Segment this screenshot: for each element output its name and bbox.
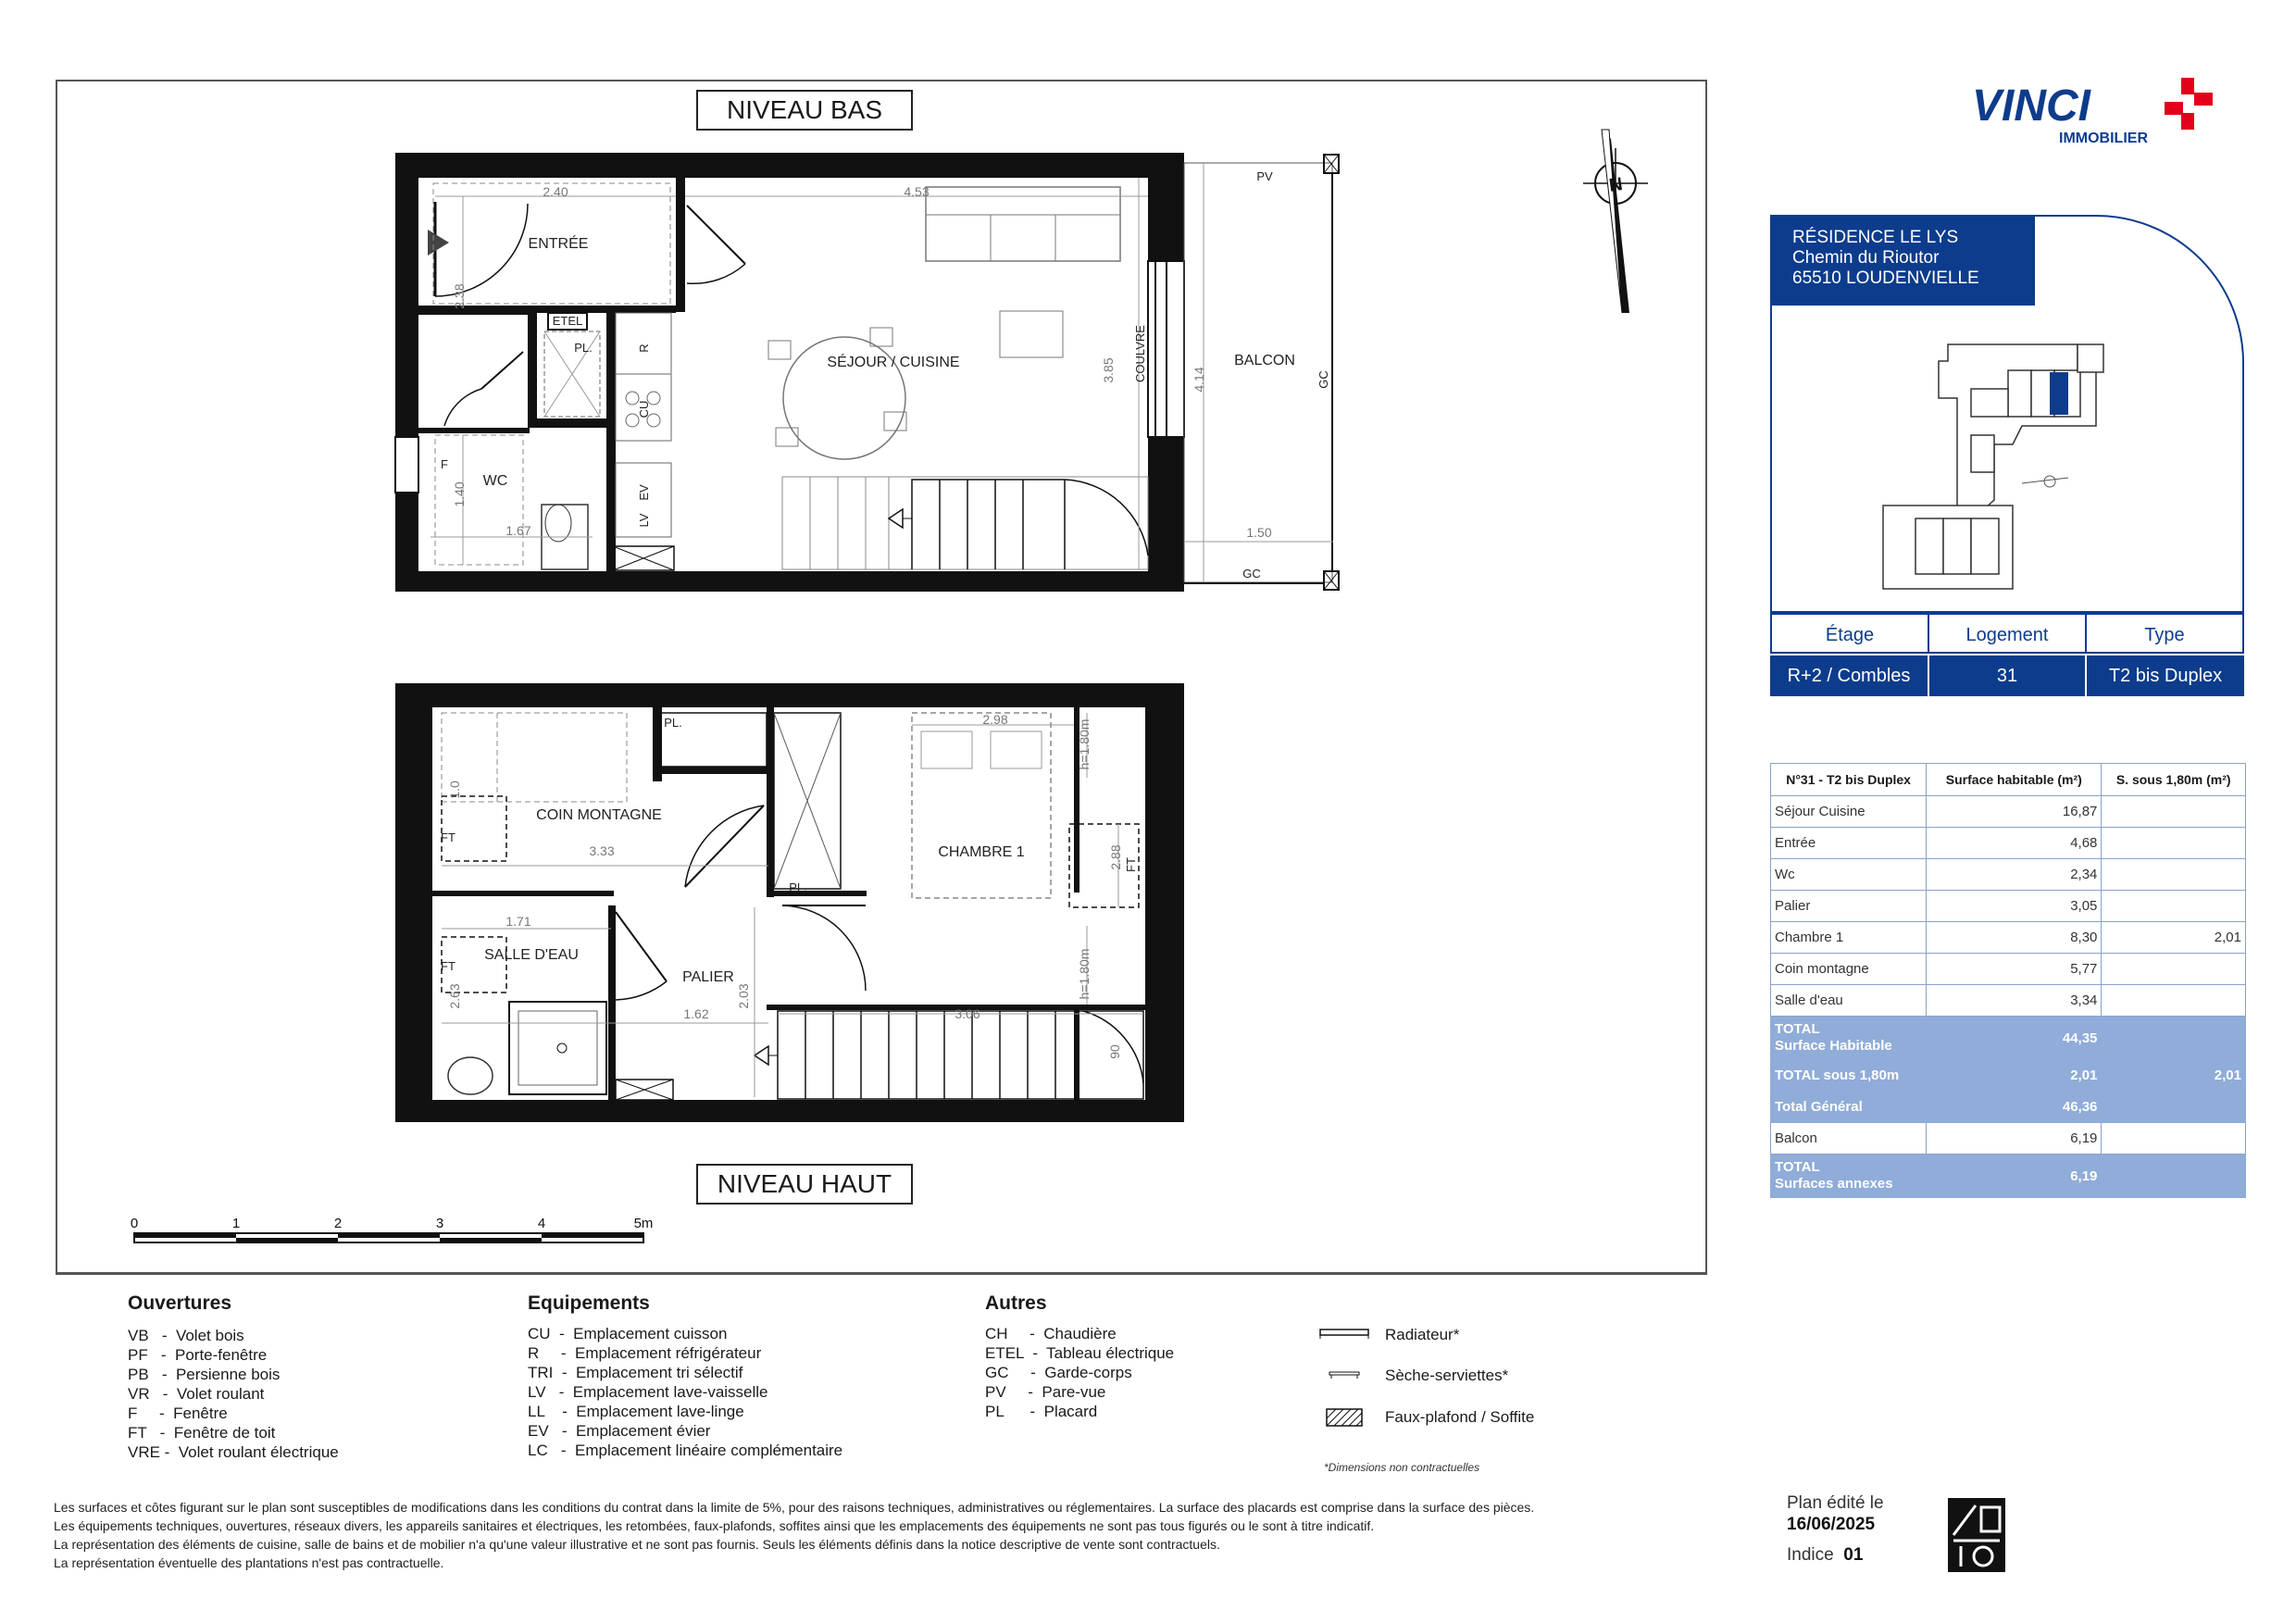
surface-row (1771, 1060, 2246, 1092)
surface-sous-value (2102, 1123, 2246, 1155)
towel-dryer-icon (1329, 1372, 1359, 1379)
disclaimer (54, 1498, 1674, 1572)
room-balcon: BALCON (1234, 353, 1295, 368)
label-pv: PV (1256, 169, 1273, 183)
dim-upper-4: 2.88 (1108, 844, 1123, 870)
surface-habitable-value: 6,19 (1927, 1123, 2102, 1155)
legend-ouverture-item: PB - Persienne bois (128, 1366, 281, 1383)
surface-habitable-value: 3,05 (1927, 891, 2102, 922)
compass-rose (1583, 130, 1648, 313)
surface-room-label: Wc (1771, 859, 1927, 891)
surface-room-label: Entrée (1771, 828, 1927, 859)
indice-label: Indice (1787, 1545, 1834, 1565)
label-pl-upper-1: PL. (664, 716, 682, 730)
label-ev: EV (637, 484, 651, 501)
surface-room-label: Salle d'eau (1771, 985, 1927, 1017)
legend-equipement-item: LL - Emplacement lave-linge (528, 1403, 744, 1420)
legend-radiateur: Radiateur* (1385, 1326, 1460, 1343)
info-values (1770, 655, 2244, 696)
surface-row (1771, 1017, 2246, 1060)
label-pl-upper-2: PL. (789, 880, 807, 894)
compass-label: N (1607, 174, 1624, 196)
dim-upper-12: 1.0 (447, 780, 462, 799)
legend-ouverture-item: VB - Volet bois (128, 1327, 244, 1344)
legend-autre-item: CH - Chaudière (985, 1325, 1117, 1342)
legend-equipement-item: R - Emplacement réfrigérateur (528, 1344, 762, 1362)
legend-autre-item: GC - Garde-corps (985, 1364, 1132, 1381)
brand-name: VINCI (1972, 81, 2091, 131)
architect-logo-icon (1948, 1498, 2005, 1572)
legend-equipement-item: LV - Emplacement lave-vaisselle (528, 1383, 768, 1401)
dim-upper-1: 3.33 (589, 843, 615, 858)
dim-lower-5: 4.14 (1192, 367, 1206, 393)
surface-habitable-value: 46,36 (1927, 1092, 2102, 1123)
room-sejour: SÉJOUR / CUISINE (827, 355, 960, 370)
scale-bar (131, 1216, 654, 1242)
vinci-logo (1972, 74, 2231, 148)
legend-ouverture-item: PF - Porte-fenêtre (128, 1346, 268, 1364)
info-header-type: Type (2085, 613, 2244, 654)
dim-lower-2: 4.53 (904, 184, 930, 199)
level-title-upper: NIVEAU HAUT (696, 1164, 913, 1205)
surface-row (1771, 1155, 2246, 1198)
surface-header-sous: S. sous 1,80m (m²) (2102, 764, 2246, 796)
disclaimer-line: Les surfaces et côtes figurant sur le plan sont susceptibles de modifications dans les conditions du contrat dans la limite de 5%, pour des raisons techniques, administratives ou réglementaires. La surface des placards est comprise dans la surface des pièces. (54, 1500, 1535, 1515)
info-value-type: T2 bis Duplex (2085, 655, 2244, 696)
legend-autre-item: ETEL - Tableau électrique (985, 1344, 1175, 1362)
site-plan-thumbnail (1772, 306, 2244, 611)
surface-habitable-value: 6,19 (1927, 1155, 2102, 1198)
surface-sous-value (2102, 954, 2246, 985)
residence-city: 65510 LOUDENVIELLE (1792, 268, 1979, 288)
dim-upper-10: h=1.80m (1077, 948, 1092, 1000)
edition-label: Plan édité le (1787, 1493, 1884, 1513)
lower-level-plan (395, 153, 1339, 592)
upper-level-plan (395, 683, 1184, 1122)
surface-habitable-value: 8,30 (1927, 922, 2102, 954)
label-gc-bottom: GC (1242, 567, 1261, 581)
disclaimer-line: La représentation éventuelle des plantations n'est pas contractuelle. (54, 1555, 444, 1570)
label-f: F (441, 457, 448, 471)
dim-lower-6: 1.40 (452, 481, 467, 507)
surface-row (1771, 796, 2246, 828)
surface-sous-value (2102, 1092, 2246, 1123)
surface-sous-value (2102, 985, 2246, 1017)
dim-upper-7: 3.06 (955, 1006, 980, 1021)
surface-sous-value: 2,01 (2102, 922, 2246, 954)
radiator-icon (1320, 1330, 1368, 1339)
legend-faux-plafond: Faux-plafond / Soffite (1385, 1408, 1535, 1426)
surface-sous-value (2102, 859, 2246, 891)
surface-room-label: Total Général (1771, 1092, 1927, 1123)
room-salle-eau: SALLE D'EAU (484, 947, 579, 963)
surface-habitable-value: 16,87 (1927, 796, 2102, 828)
surface-habitable-value: 44,35 (1927, 1017, 2102, 1060)
legend-ouvertures-title: Ouvertures (128, 1292, 232, 1314)
dim-upper-9: h=1.80m (1077, 718, 1092, 770)
indice-value: 01 (1843, 1545, 1864, 1565)
surface-sous-value (2102, 796, 2246, 828)
dim-upper-5: 2.03 (736, 983, 751, 1009)
legend-symbols (1318, 1322, 1374, 1433)
label-ft-1: FT (441, 830, 455, 844)
surface-room-label: TOTAL sous 1,80m (1771, 1060, 1927, 1092)
dim-upper-11: 90 (1107, 1044, 1122, 1059)
legend-autres-list (985, 1324, 1174, 1421)
dim-lower-1: 2.40 (543, 184, 568, 199)
disclaimer-line: Les équipements techniques, ouvertures, réseaux divers, les appareils sanitaires et électriques, les retombées, faux-plafonds, soffites ainsi que les emplacements des équipements ne sont pas tous figurés ou le sont à titre indicatif. (54, 1518, 1375, 1533)
residence-name: RÉSIDENCE LE LYS (1792, 228, 1959, 247)
dim-upper-6: 1.62 (683, 1006, 709, 1021)
vinci-cross-icon (2165, 78, 2213, 130)
legend-equipement-item: CU - Emplacement cuisson (528, 1325, 728, 1342)
info-header-logement: Logement (1928, 613, 2085, 654)
brand-sub: IMMOBILIER (2059, 131, 2148, 146)
legend-equipements-title: Equipements (528, 1292, 650, 1314)
surface-sous-value (2102, 1155, 2246, 1198)
legend-ouvertures-list (128, 1326, 339, 1462)
surface-sous-value (2102, 828, 2246, 859)
surface-row (1771, 985, 2246, 1017)
info-header-etage: Étage (1770, 613, 1928, 654)
disclaimer-line: La représentation des éléments de cuisine, salle de bains et de mobilier n'a qu'une valeur illustrative et ne sont pas fournis. Seuls les éléments définis dans la notice descriptive de vente sont contractuels. (54, 1537, 1220, 1552)
legend-equipement-item: TRI - Emplacement tri sélectif (528, 1364, 743, 1381)
dim-lower-7: 1.67 (505, 523, 531, 538)
surface-room-label: Palier (1771, 891, 1927, 922)
legend-autre-item: PV - Pare-vue (985, 1383, 1106, 1401)
label-ft-3: FT (1124, 857, 1138, 872)
surface-row (1771, 828, 2246, 859)
label-gc-right: GC (1316, 370, 1330, 389)
label-ft-2: FT (441, 959, 455, 973)
surface-room-label: Séjour Cuisine (1771, 796, 1927, 828)
label-etel: ETEL (552, 314, 583, 328)
surface-sous-value (2102, 891, 2246, 922)
dim-lower-4: 3.85 (1101, 357, 1116, 383)
label-cu: CU (637, 400, 651, 418)
surface-habitable-value: 4,68 (1927, 828, 2102, 859)
scale-tick-2: 2 (333, 1216, 343, 1231)
surface-row (1771, 922, 2246, 954)
legend-equipements-list (528, 1324, 842, 1460)
info-value-logement: 31 (1928, 655, 2085, 696)
room-chambre-1: CHAMBRE 1 (938, 844, 1025, 860)
dim-upper-2: 1.71 (505, 914, 531, 929)
legend-autres-title: Autres (985, 1292, 1047, 1314)
surface-room-label: TOTAL Surfaces annexes (1771, 1155, 1927, 1198)
info-headers (1770, 613, 2244, 654)
dim-upper-3: 2.98 (982, 712, 1008, 727)
legend-seche-serviettes: Sèche-serviettes* (1385, 1367, 1509, 1384)
info-value-etage: R+2 / Combles (1770, 655, 1928, 696)
surface-sous-value (2102, 1017, 2246, 1060)
legend-ouverture-item: VRE - Volet roulant électrique (128, 1443, 339, 1461)
surface-habitable-value: 2,34 (1927, 859, 2102, 891)
residence-info (1772, 217, 2035, 306)
dimensions-note: *Dimensions non contractuelles (1324, 1461, 1480, 1474)
room-coin-montagne: COIN MONTAGNE (536, 807, 662, 823)
surface-room-label: Balcon (1771, 1123, 1927, 1155)
surface-row (1771, 1092, 2246, 1123)
label-couloir: COULVRE (1133, 325, 1147, 382)
level-title-lower: NIVEAU BAS (696, 90, 913, 131)
dim-upper-8: 2.63 (447, 983, 462, 1009)
surface-room-label: Coin montagne (1771, 954, 1927, 985)
false-ceiling-icon (1327, 1409, 1362, 1426)
label-pl: PL. (574, 341, 593, 355)
surface-header-habitable: Surface habitable (m²) (1927, 764, 2102, 796)
room-entree: ENTRÉE (528, 236, 589, 252)
surface-row (1771, 891, 2246, 922)
dim-lower-8: 1.50 (1246, 525, 1272, 540)
surface-row (1771, 954, 2246, 985)
surface-table-body (1771, 796, 2246, 1198)
surface-header-room: N°31 - T2 bis Duplex (1771, 764, 1927, 796)
surface-row (1771, 859, 2246, 891)
dim-lower-3: 2.38 (452, 283, 467, 309)
edition-date: 16/06/2025 (1787, 1515, 1876, 1534)
surface-room-label: TOTAL Surface Habitable (1771, 1017, 1927, 1060)
legend-autre-item: PL - Placard (985, 1403, 1098, 1420)
scale-tick-4: 4 (537, 1216, 546, 1231)
residence-street: Chemin du Rioutor (1792, 248, 1940, 268)
room-palier: PALIER (682, 969, 734, 985)
scale-tick-3: 3 (435, 1216, 444, 1231)
legend-ouverture-item: FT - Fenêtre de toit (128, 1424, 276, 1442)
label-r: R (637, 343, 651, 353)
label-lv: LV (637, 513, 651, 528)
scale-tick-5: 5m (633, 1216, 654, 1231)
legend-ouverture-item: F - Fenêtre (128, 1405, 228, 1422)
surface-habitable-value: 5,77 (1927, 954, 2102, 985)
legend-ouverture-item: VR - Volet roulant (128, 1385, 265, 1403)
surface-room-label: Chambre 1 (1771, 922, 1927, 954)
scale-tick-1: 1 (231, 1216, 241, 1231)
legend-equipement-item: LC - Emplacement linéaire complémentaire (528, 1442, 843, 1459)
surface-habitable-value: 3,34 (1927, 985, 2102, 1017)
surface-row (1771, 1123, 2246, 1155)
surface-table (1770, 763, 2246, 1198)
surface-sous-value: 2,01 (2102, 1060, 2246, 1092)
surface-habitable-value: 2,01 (1927, 1060, 2102, 1092)
legend-equipement-item: EV - Emplacement évier (528, 1422, 711, 1440)
edition-info (1787, 1492, 1884, 1566)
scale-tick-0: 0 (130, 1216, 139, 1231)
room-wc: WC (482, 473, 508, 489)
